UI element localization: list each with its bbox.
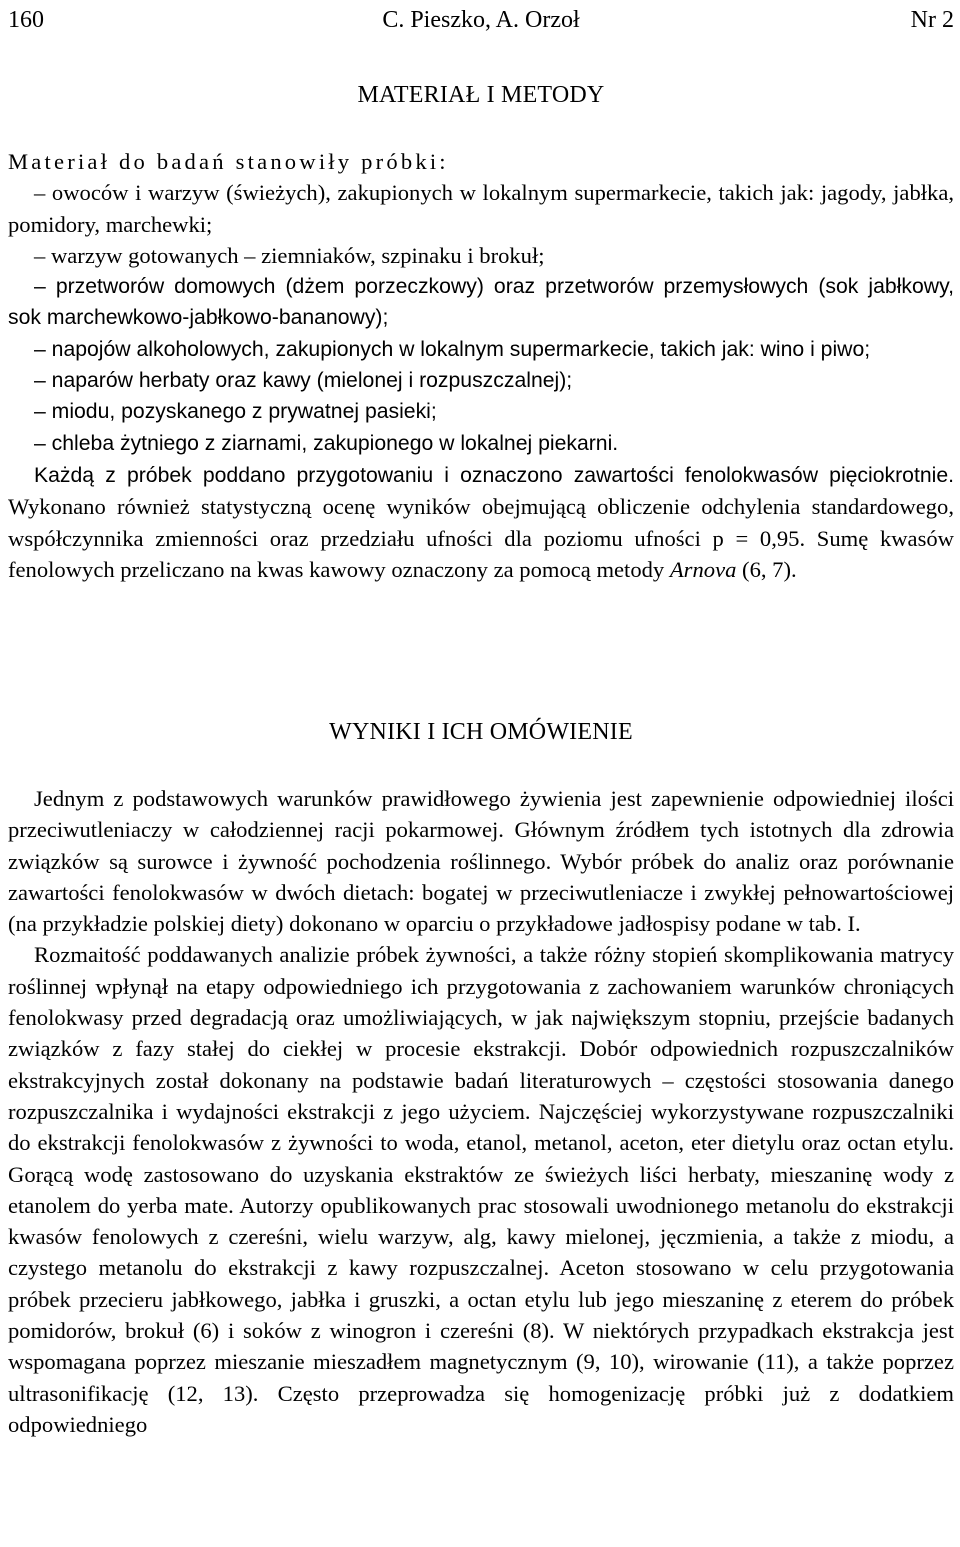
results-paragraph-1: Jednym z podstawowych warunków prawidłowego żywienia jest zapewnienie odpowiedniej ilości przeciwutleniaczy w całodziennej racji pokarmowej. Głównym źródłem tych istotnych dla zdrowia związków są surowce i żywność pochodzenia roślinnego. Wybór próbek do analiz oraz porównanie zawartości fenolokwasów w dwóch dietach: bogatej w przeciwutleniacze i zwykłej pełnowartościowej (na przykładzie polskiej diety) dokonano w oparciu o przykładowe jadłospisy podane w tab. I. [8, 786, 954, 937]
page-number: 160 [8, 7, 44, 33]
list-item: – miodu, pozyskanego z prywatnej pasieki; [34, 400, 437, 424]
issue-number: Nr 2 [910, 7, 954, 33]
running-header [8, 4, 954, 38]
section-title-methods: MATERIAŁ I METODY [357, 82, 605, 108]
materials-intro: Materiał do badań stanowiły próbki: [8, 149, 449, 174]
list-item: – napojów alkoholowych, zakupionych w lokalnym supermarkecie, takich jak: wino i piwo; [34, 337, 871, 361]
summary-text: Wykonano również statystyczną ocenę wyników obejmującą obliczenie odchylenia standardowego, współczynnika zmienności oraz przedziału ufności dla poziomu ufności p = 0,95. Sumę kwasów fenolowych przeliczano na kwas kawowy oznaczony za pomocą metody [8, 494, 954, 582]
methods-body [8, 146, 954, 585]
list-item: – przetworów domowych (dżem porzeczkowy) oraz przetworów przemysłowych (sok jabłkowy, sok marchewkowo-jabłkowo-bananowy); [8, 275, 954, 330]
summary-sans-sentence: Każdą z próbek poddano przygotowaniu i oznaczono zawartości fenolokwasów pięciokrotnie. [34, 463, 954, 487]
summary-citation: (6, 7). [736, 556, 797, 582]
method-name: Arnova [669, 556, 737, 582]
results-body [8, 783, 954, 1440]
section-title-results: WYNIKI I ICH OMÓWIENIE [329, 719, 633, 745]
list-item: – chleba żytniego z ziarnami, zakupionego w lokalnej piekarni. [34, 431, 619, 455]
list-item: – naparów herbaty oraz kawy (mielonej i rozpuszczalnej); [34, 369, 573, 393]
running-authors: C. Pieszko, A. Orzoł [382, 7, 580, 33]
results-paragraph-2: Rozmaitość poddawanych analizie próbek żywności, a także różny stopień skomplikowania matrycy roślinnej wpłynął na etapy odpowiedniego ich przygotowania z zachowaniem warunków chroniących fenolokwasy przed degradacją oraz umożliwiających, w jak największym stopniu, przejście badanych związków z fazy stałej do ciekłej w procesie ekstrakcji. Dobór odpowiednich rozpuszczalników ekstrakcyjnych został dokonany na podstawie badań literaturowych – częstości stosowania danego rozpuszczalnika i wydajności ekstrakcji z jego użyciem. Najczęściej wykorzystywane rozpuszczalniki do ekstrakcji fenolokwasów z żywności to woda, etanol, metanol, aceton, eter dietylu oraz octan etylu. Gorącą wodę zastosowano do uzyskania ekstraktów ze świeżych liści herbaty, mieszaninę wody z etanolem do yerba mate. Autorzy opublikowanych prac stosowali uwodnionego metanolu do ekstrakcji kwasów fenolowych z czereśni, wielu warzyw, alg, kawy mielonej, jęczmienia, a także z miodu, a czystego metanolu do ekstrakcji z kawy rozpuszczalnej. Aceton stosowano w celu przygotowania próbek przecieru jabłkowego, jabłka i gruszki, a octan etylu lub jego mieszaninę z eterem do próbek pomidorów, brokuł (6) i soków z winogron i czereśni (8). W niektórych przypadkach ekstrakcja jest wspomagana poprzez mieszanie mieszadłem magnetycznym (9, 10), wirowanie (11), a także poprzez ultrasonifikację (12, 13). Często przeprowadza się homogenizację próbki już z dodatkiem odpowiedniego [8, 942, 954, 1437]
methods-summary [8, 459, 954, 585]
list-item: – warzyw gotowanych – ziemniaków, szpinaku i brokuł; [34, 242, 545, 268]
list-item: – owoców i warzyw (świeżych), zakupionych w lokalnym supermarkecie, takich jak: jagody, jabłka, pomidory, marchewki; [8, 180, 954, 237]
